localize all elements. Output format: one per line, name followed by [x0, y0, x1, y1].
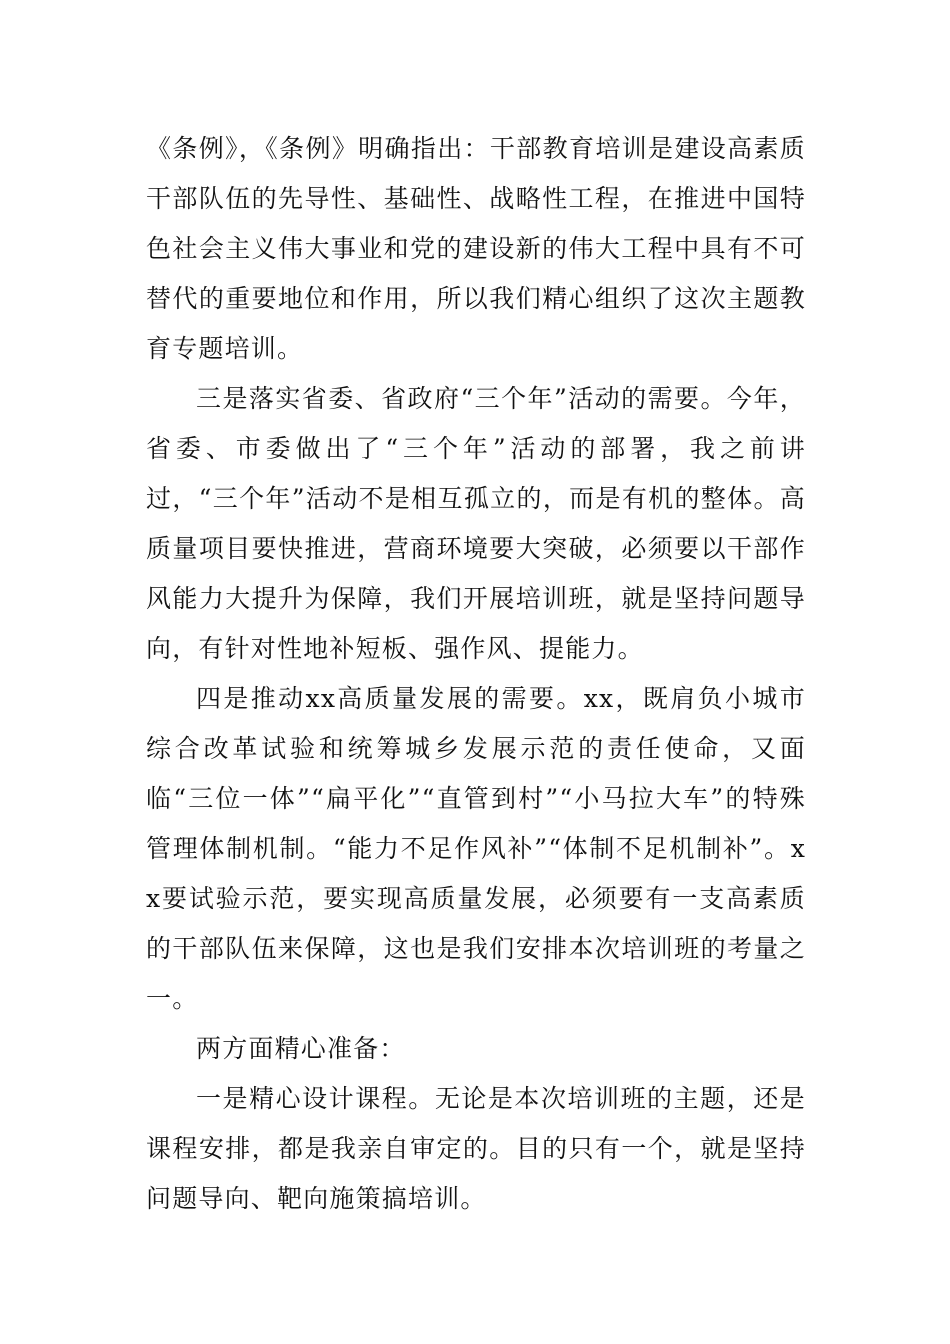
- document-body: [146, 124, 806, 1224]
- paragraph-preparation-heading: 两方面精心准备：: [196, 1034, 406, 1063]
- paragraph-preparation-one: 一是精心设计课程。无论是本次培训班的主题，还是课程安排，都是我亲自审定的。目的只有一个，就是坚持问题导向、靶向施策搞培训。: [146, 1084, 806, 1213]
- paragraph-point-four: 四是推动xx高质量发展的需要。xx，既肩负小城市综合改革试验和统筹城乡发展示范的责任使命，又面临“三位一体”“扁平化”“直管到村”“小马拉大车”的特殊管理体制机制。“能力不足作风补”“体制不足机制补”。xx要试验示范，要实现高质量发展，必须要有一支高素质的干部队伍来保障，这也是我们安排本次培训班的考量之一。: [146, 684, 806, 1013]
- paragraph-point-three: 三是落实省委、省政府“三个年”活动的需要。今年，省委、市委做出了“三个年”活动的部署，我之前讲过，“三个年”活动不是相互孤立的，而是有机的整体。高质量项目要快推进，营商环境要大突破，必须要以干部作风能力大提升为保障，我们开展培训班，就是坚持问题导向，有针对性地补短板、强作风、提能力。: [146, 384, 806, 663]
- paragraph-continuation: 《条例》，《条例》明确指出：干部教育培训是建设高素质干部队伍的先导性、基础性、战略性工程，在推进中国特色社会主义伟大事业和党的建设新的伟大工程中具有不可替代的重要地位和作用，所以我们精心组织了这次主题教育专题培训。: [146, 134, 806, 363]
